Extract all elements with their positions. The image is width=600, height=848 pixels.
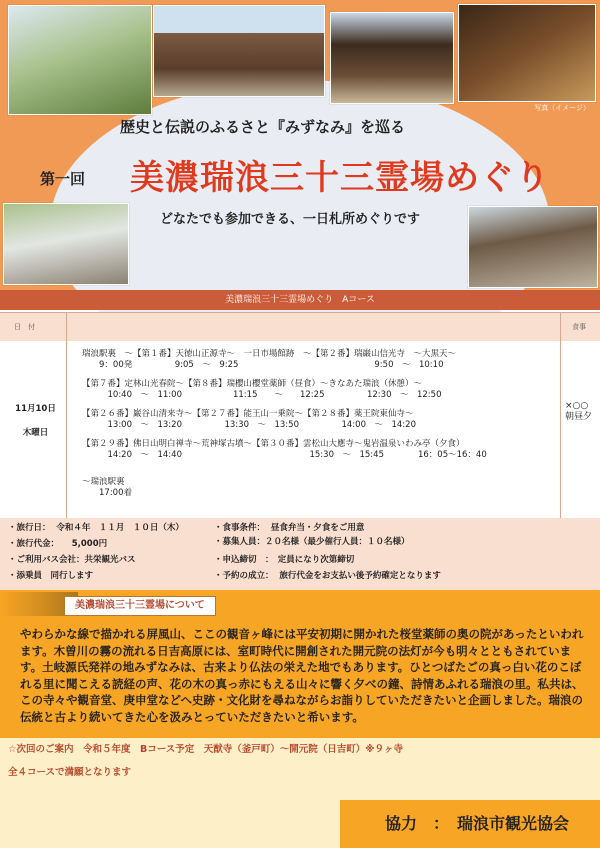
schedule-table-body [0,341,600,519]
temple-hall-photo [330,12,454,104]
schedule-line: ～瑞浪駅裏 [82,477,125,487]
schedule-line: 17:00着 [82,488,132,498]
tagline: どなたでも参加できる、一日札所めぐりです [160,212,421,227]
schedule-line: 13:00 ～ 13:20 13:30 ～ 13:50 14:00 ～ 14:20 [82,420,416,430]
page-title: 美濃瑞浪三十三霊場めぐり [130,158,550,198]
date-cell [8,397,63,445]
meal-column-header: 食事 [572,323,586,331]
edition-label: 第一回 [40,170,86,188]
temple-corridor-photo [458,4,596,102]
date-column-header: 日 付 [14,323,35,331]
schedule-line: 【第２９番】佛日山明白禅寺～荒神塚古墳～【第３０番】雲松山大應寺～鬼岩温泉いわみ亭（夕食） [82,439,465,449]
temple-garden-photo [8,5,152,115]
schedule-line: 14:20 ～ 14:40 15:30 ～ 15:45 16：05～16：40 [82,450,487,460]
tour-weekday: 木曜日 [22,428,49,438]
trip-info-panel [0,518,600,590]
course-title-bar: 美濃瑞浪三十三霊場めぐり Aコース [0,290,600,310]
temple-courtyard-photo [468,206,598,288]
temple-hill-photo [3,203,129,285]
schedule-line: 瑞浪駅裏 ～【第１番】天徳山正源寺～ 一日市場館跡 ～【第２番】瑞巌山信光寺 ～大黒天～ [82,349,457,359]
temple-gate-photo [153,5,325,97]
next-course-info: ☆次回のご案内 令和５年度 Bコース予定 天猷寺（釜戸町）～開元院（日吉町）※９ヶ寺 [8,744,404,755]
tour-date: 11月10日 [15,404,56,414]
meal-conditions: ・食事条件： 昼食弁当・夕食をご用意 [214,523,365,533]
sponsor-text: 協力 ： 瑞浪市観光協会 [385,814,570,833]
subtitle: 歴史と伝説のふるさと『みずなみ』を巡る [120,118,406,136]
photo-note: 写真（イメージ） [534,104,590,112]
trip-date: ・旅行日： 令和４年 １１月 １０日（木） [8,523,184,533]
meal-marks: ×○○ 朝昼夕 [565,401,593,422]
about-body: やわらかな線で描かれる屏風山、ここの観音ヶ峰には平安初期に開かれた桜堂薬師の奥の院があったといわれます。木曽川の霧の流れる日吉高原には、室町時代に開創された開元院の法灯が今も明々とともされています。土岐源氏発祥の地みずなみは、古来より仏法の栄えた地でもあります。ひとつばたごの真っ白い花のこぼれる里に聞こえる読経の声、花の木の真っ赤にもえる山々に響く夕べの鐘、詩情あふれる瑞浪の里。私共は、この寺々や観音堂、庚申堂などへ史跡・文化財を尋ねながらお詣りしていただきたいと企画しました。瑞浪の伝統と古より続いてきた心を汲みとっていただきたいと希います。 [20,627,584,724]
trip-price: ・旅行代金： 5,000円 [8,539,108,549]
schedule-line: 【第７番】定林山光春院～【第８番】瑞櫻山櫻堂薬師（昼食）～きなあた瑞浪（休憩）～ [82,379,423,389]
schedule-line: 【第２６番】巌谷山清来寺～【第２７番】能王山一乗院～【第２８番】薬王院東仙寺～ [82,409,414,419]
capacity-info: ・募集人員：２０名様（最少催行人員：１０名様） [214,537,410,547]
about-heading: 美濃瑞浪三十三霊場について [64,596,216,616]
table-header [0,312,600,342]
schedule-line: 9：00発 9:05 ～ 9:25 9:50 ～ 10:10 [82,360,444,370]
completion-note: 全４コースで満願となります [8,767,132,778]
schedule-line: 10:40 ～ 11:00 11:15 ～ 12:25 12:30 ～ 12:50 [82,390,442,400]
deadline-info: ・申込締切 ： 定員になり次第締切 [214,555,355,565]
escort-info: ・添乗員 同行します [8,571,94,581]
booking-info: ・予約の成立： 旅行代金をお支払い後予約確定となります [214,571,441,581]
bus-company: ・ご利用バス会社：共栄観光バス [8,555,136,565]
